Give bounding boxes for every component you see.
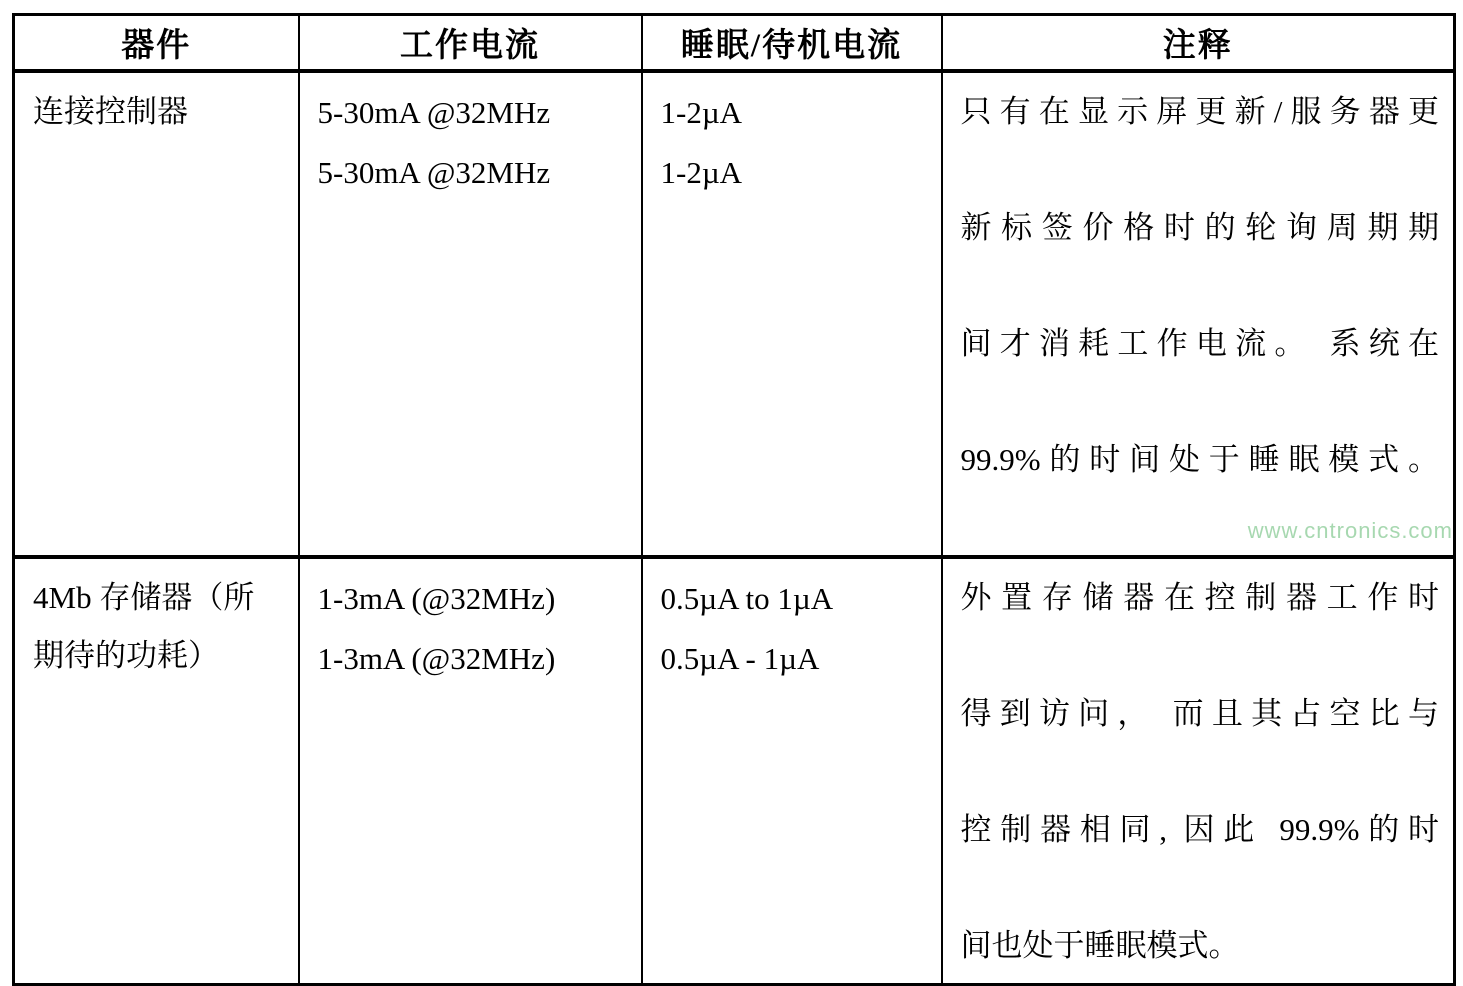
sleep-current-value: 0.5µA - 1µA — [660, 641, 820, 676]
cell-working-current — [299, 557, 642, 985]
device-name: 4Mb 存储器（所 — [33, 580, 255, 615]
notes-text-line: 控制器相同, 因此 99.9%的时 — [960, 812, 1439, 847]
notes-text-line: 间也处于睡眠模式。 — [960, 928, 1240, 963]
spec-table-container — [12, 13, 1456, 986]
power-consumption-table — [12, 13, 1456, 986]
cell-device — [14, 557, 299, 985]
working-current-value: 5-30mA @32MHz — [317, 155, 551, 190]
cell-notes — [942, 557, 1455, 985]
site-watermark: www.cntronics.com — [1242, 518, 1453, 544]
cell-sleep-current — [642, 557, 942, 985]
notes-text-line: 外置存储器在控制器工作时 — [960, 580, 1439, 615]
working-current-value: 1-3mA (@32MHz) — [317, 641, 556, 676]
sleep-current-value: 0.5µA to 1µA — [660, 581, 834, 616]
notes-text-line: 得到访问， 而且其占空比与 — [960, 696, 1439, 731]
working-current-value: 1-3mA (@32MHz) — [317, 581, 556, 616]
notes-text-line: 只有在显示屏更新/服务器更 — [960, 94, 1439, 129]
table-row — [14, 71, 1455, 557]
cell-notes — [942, 71, 1455, 557]
notes-text-line: 新标签价格时的轮询周期期 — [960, 210, 1439, 245]
cell-device — [14, 71, 299, 557]
device-name: 连接控制器 — [33, 94, 188, 129]
header-working-current: 工作电流 — [299, 15, 642, 72]
table-header-row — [14, 15, 1455, 72]
working-current-value: 5-30mA @32MHz — [317, 95, 551, 130]
cell-working-current — [299, 71, 642, 557]
header-notes: 注释 — [942, 15, 1455, 72]
device-name: 期待的功耗） — [33, 638, 219, 673]
cell-sleep-current — [642, 71, 942, 557]
header-device: 器件 — [14, 15, 299, 72]
sleep-current-value: 1-2µA — [660, 95, 743, 130]
table-row — [14, 557, 1455, 985]
sleep-current-value: 1-2µA — [660, 155, 743, 190]
notes-text-line: 间才消耗工作电流。 系统在 — [960, 326, 1439, 361]
notes-text-line: 99.9%的时间处于睡眠模式。 — [960, 442, 1439, 477]
header-sleep-standby-current: 睡眠/待机电流 — [642, 15, 942, 72]
